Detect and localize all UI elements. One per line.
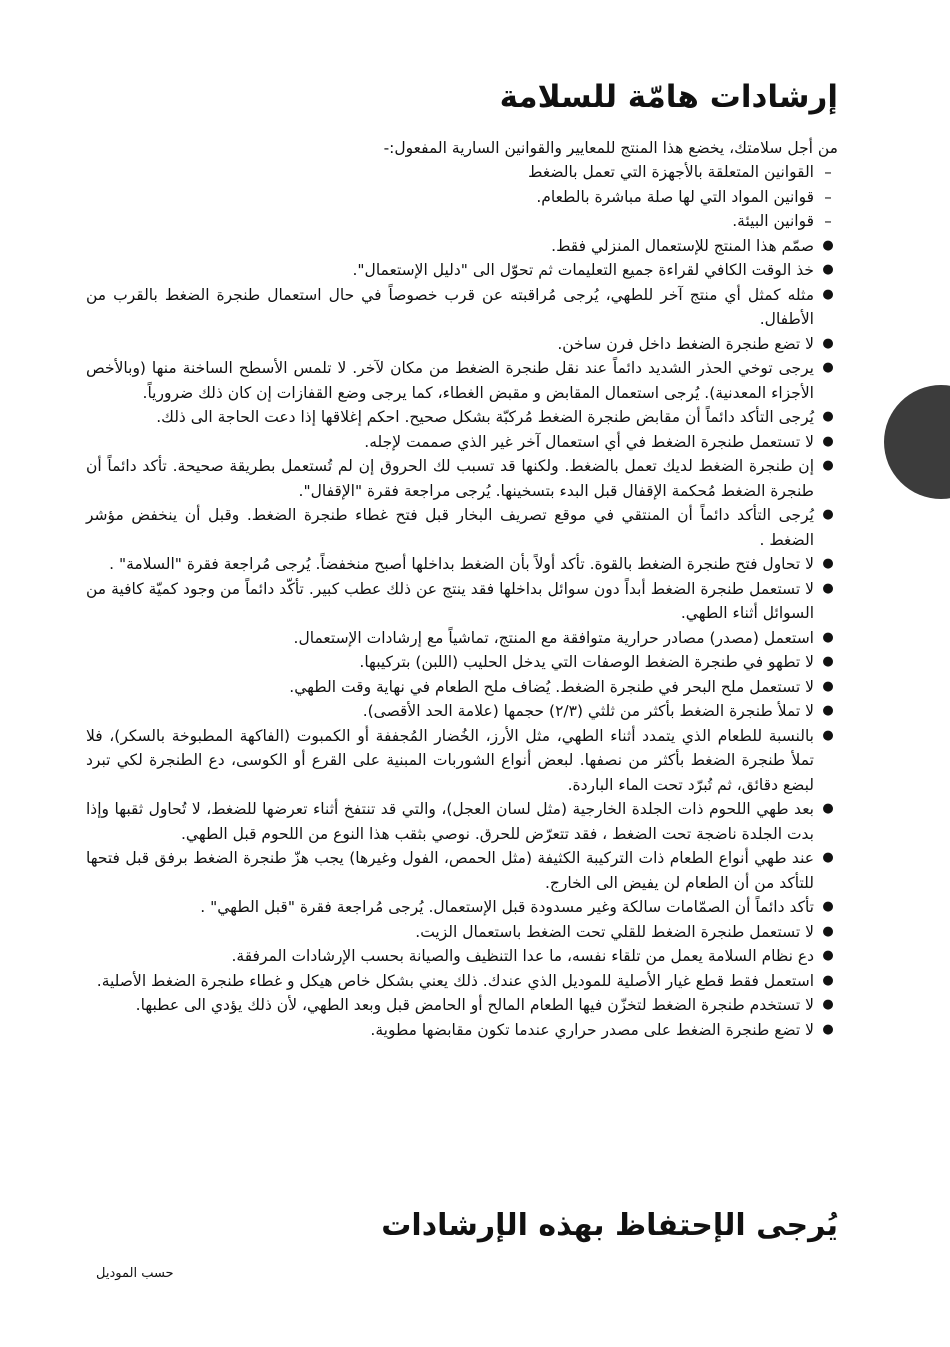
dash-icon: – bbox=[824, 212, 832, 230]
instruction-item: ● بعد طهي اللحوم ذات الجلدة الخارجية (مثل لسان العجل)، والتي قد تنتفخ أثناء تعرضها للضغط، لا تُحاول ثقبها وإذا بدت الجلدة ناضجة تحت الضغط ، فقد تتعرّض للحرق. نوصي بثقب هذا النوع من اللحوم قبل الطهي. bbox=[86, 797, 838, 846]
bullet-icon: ● bbox=[822, 850, 834, 865]
instruction-item: ● يرجى توخي الحذر الشديد دائماً عند نقل طنجرة الضغط من مكان لآخر. لا تلمس الأسطح الساخنة منها (وبالأخص الأجزاء المعدنية). يُرجى استعمال المقابض و مقبض الغطاء، كما يرجى وضع القفازات إن كان ذلك ضرورياً. bbox=[86, 356, 838, 405]
bullet-icon: ● bbox=[822, 507, 834, 522]
bullet-icon: ● bbox=[822, 335, 834, 351]
instruction-item: ● بالنسبة للطعام الذي يتمدد أثناء الطهي، مثل الأرز، الخُضار المُجففة أو الكمبوت (الفاكهة المطبوخة بالسكر)، فلا تملأ طنجرة الضغط بأكثر من نصفها. لبعض أنواع الشوربات المبنية على القرع أو الكوسى، دع الطنجرة لكي تبرد لبضع دقائق، ثم تُبرّد تحت الماء الباردة. bbox=[86, 724, 838, 798]
bullet-icon: ● bbox=[822, 948, 834, 963]
bullet-icon: ● bbox=[822, 262, 834, 277]
bullet-icon: ● bbox=[822, 237, 834, 253]
instruction-item: ● تأكد دائماً أن الصمّامات سالكة وغير مسدودة قبل الإستعمال. يُرجى مُراجعة فقرة "قبل الطهي" . bbox=[86, 895, 838, 920]
section-tab-marker bbox=[884, 385, 950, 499]
bullet-icon: ● bbox=[822, 923, 834, 939]
instruction-item: ● لا تضع طنجرة الضغط داخل فرن ساخن. bbox=[86, 332, 838, 357]
bullet-icon: ● bbox=[822, 801, 834, 816]
instruction-item: ● استعمل (مصدر) مصادر حرارية متوافقة مع المنتج، تماشياً مع إرشادات الإستعمال. bbox=[86, 626, 838, 651]
instruction-item: ● يُرجى التأكد دائماً أن المنتقي في موقع تصريف البخار قبل فتح غطاء طنجرة الضغط. وقبل أن ينخفض مؤشر الضغط . bbox=[86, 503, 838, 552]
dash-icon: – bbox=[824, 163, 832, 181]
bullet-icon: ● bbox=[822, 997, 834, 1012]
bullet-icon: ● bbox=[822, 580, 834, 596]
bullet-icon: ● bbox=[822, 458, 834, 473]
bullet-icon: ● bbox=[822, 727, 834, 743]
instruction-item: ● دع نظام السلامة يعمل من تلقاء نفسه، ما عدا التنظيف والصيانة بحسب الإرشادات المرفقة. bbox=[86, 944, 838, 969]
instruction-item: ● خذ الوقت الكافي لقراءة جميع التعليمات ثم تحوّل الى "دليل الإستعمال". bbox=[86, 258, 838, 283]
instruction-item: ● لا تستعمل طنجرة الضغط في أي استعمال آخر غير الذي صممت لإجله. bbox=[86, 430, 838, 455]
bullet-icon: ● bbox=[822, 286, 834, 302]
instruction-item: ● مثله كمثل أي منتج آخر للطهي، يُرجى مُراقبته عن قرب خصوصاً في حال استعمال طنجرة الضغط بالقرب من الأطفال. bbox=[86, 283, 838, 332]
bullet-icon: ● bbox=[822, 360, 834, 375]
instruction-item: ● لا تستخدم طنجرة الضغط لتخزّن فيها الطعام المالح أو الحامض قبل وبعد الطهي، لأن ذلك يؤدي الى عطبها. bbox=[86, 993, 838, 1018]
intro-text: من أجل سلامتك، يخضع هذا المنتج للمعايير والقوانين السارية المفعول:- bbox=[383, 139, 838, 157]
bullet-icon: ● bbox=[822, 1021, 834, 1037]
instruction-item: ● عند طهي أنواع الطعام ذات التركيبة الكثيفة (مثل الحمص، الفول وغيرها) يجب هزّ طنجرة الضغط برفق قبل فتحها للتأكد من أن الطعام لن يفيض الى الخارج. bbox=[86, 846, 838, 895]
regulation-item: – القوانين المتعلقة بالأجهزة التي تعمل بالضغط bbox=[86, 160, 838, 185]
bullet-icon: ● bbox=[822, 556, 834, 571]
keep-instructions-title: يُرجى الإحتفاظ بهذه الإرشادات bbox=[381, 1208, 838, 1243]
bullet-icon: ● bbox=[822, 629, 834, 645]
bullet-icon: ● bbox=[822, 678, 834, 694]
instructions-list bbox=[86, 160, 838, 1042]
instruction-item: ● إن طنجرة الضغط لديك تعمل بالضغط. ولكنها قد تسبب لك الحروق إن لم تُستعمل بطريقة صحيحة. تأكد دائماً أن طنجرة الضغط مُحكمة الإقفال قبل البدء بتسخينها. يُرجى مراجعة فقرة "الإقفال". bbox=[86, 454, 838, 503]
bullet-icon: ● bbox=[822, 972, 834, 988]
instruction-item: ● صمّم هذا المنتج للإستعمال المنزلي فقط. bbox=[86, 234, 838, 259]
instruction-item: ● لا تستعمل طنجرة الضغط أبداً دون سوائل بداخلها فقد ينتج عن ذلك عطب كبير. تأكّد دائماً من وجود كميّة كافية من السوائل أثناء الطهي. bbox=[86, 577, 838, 626]
model-note: حسب الموديل bbox=[96, 1266, 174, 1281]
bullet-icon: ● bbox=[822, 433, 834, 449]
page-title: إرشادات هامّة للسلامة bbox=[499, 79, 838, 115]
regulation-item: – قوانين البيئة. bbox=[86, 209, 838, 234]
instruction-item: ● استعمل فقط قطع غيار الأصلية للموديل الذي عندك. ذلك يعني بشكل خاص هيكل و غطاء طنجرة الضغط الأصلية. bbox=[86, 969, 838, 994]
dash-icon: – bbox=[824, 187, 832, 206]
bullet-icon: ● bbox=[822, 409, 834, 424]
instruction-item: ● يُرجى التأكد دائماً أن مقابض طنجرة الضغط مُركبّة بشكل صحيح. احكم إغلاقها إذا دعت الحاجة الى ذلك. bbox=[86, 405, 838, 430]
instruction-item: ● لا تستعمل ملح البحر في طنجرة الضغط. يُضاف ملح الطعام في نهاية وقت الطهي. bbox=[86, 675, 838, 700]
instruction-item: ● لا تستعمل طنجرة الضغط للقلي تحت الضغط باستعمال الزيت. bbox=[86, 920, 838, 945]
bullet-icon: ● bbox=[822, 703, 834, 718]
instruction-item: ● لا تملأ طنجرة الضغط بأكثر من ثلثي (٢/٣) حجمها (علامة الحد الأقصى). bbox=[86, 699, 838, 724]
bullet-icon: ● bbox=[822, 654, 834, 669]
instruction-item: ● لا تطهو في طنجرة الضغط الوصفات التي يدخل الحليب (اللبن) بتركيبها. bbox=[86, 650, 838, 675]
instruction-item: ● لا تضع طنجرة الضغط على مصدر حراري عندما تكون مقابضها مطوية. bbox=[86, 1018, 838, 1043]
bullet-icon: ● bbox=[822, 899, 834, 914]
regulation-item: – قوانين المواد التي لها صلة مباشرة بالطعام. bbox=[86, 185, 838, 210]
instruction-item: ● لا تحاول فتح طنجرة الضغط بالقوة. تأكد أولاً بأن الضغط بداخلها أصبح منخفضاً. يُرجى مُراجعة فقرة "السلامة" . bbox=[86, 552, 838, 577]
